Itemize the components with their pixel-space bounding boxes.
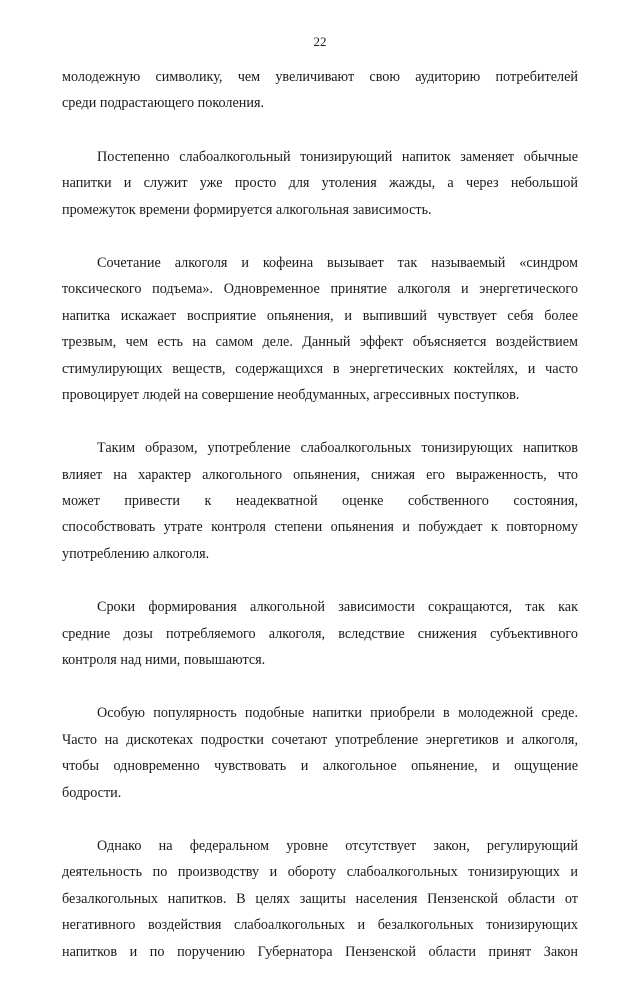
text-line: среди подрастающего поколения.	[62, 95, 265, 112]
paragraph	[62, 700, 578, 806]
text-line: Сочетание алкоголя и кофеина вызывает так называемый «синдром	[97, 254, 578, 271]
text-line: способствовать утрате контроля степени опьянения и побуждает к повторному	[62, 519, 578, 536]
paragraph	[62, 64, 578, 117]
paragraph	[62, 833, 578, 965]
text-line: Постепенно слабоалкогольный тонизирующий напиток заменяет обычные	[97, 148, 578, 165]
text-line: Таким образом, употребление слабоалкогольных тонизирующих напитков	[97, 440, 578, 457]
text-line: токсического подъема». Одновременное принятие алкоголя и энергетического	[62, 281, 578, 298]
text-line: напитки и служит уже просто для утоления жажды, а через небольшой	[62, 175, 578, 192]
text-line: Часто на дискотеках подростки сочетают употребление энергетиков и алкоголя,	[62, 731, 578, 748]
text-line: влияет на характер алкогольного опьянения, снижая его выраженность, что	[62, 466, 578, 483]
text-line: промежуток времени формируется алкогольная зависимость.	[62, 201, 432, 218]
body-text	[62, 64, 578, 992]
text-line: напитка искажает восприятие опьянения, и выпивший чувствует себя более	[62, 307, 578, 324]
text-line: стимулирующих веществ, содержащихся в энергетических коктейлях, и часто	[62, 360, 578, 377]
text-line: употреблению алкоголя.	[62, 545, 210, 562]
text-line: бодрости.	[62, 784, 122, 801]
text-line: чтобы одновременно чувствовать и алкогольное опьянение, и ощущение	[62, 758, 578, 775]
text-line: негативного воздействия слабоалкогольных и безалкогольных тонизирующих	[62, 917, 578, 934]
paragraph	[62, 250, 578, 408]
paragraph	[62, 144, 578, 223]
text-line: провоцирует людей на совершение необдуманных, агрессивных поступков.	[62, 386, 520, 403]
text-line: Сроки формирования алкогольной зависимости сокращаются, так как	[97, 599, 578, 616]
text-line: безалкогольных напитков. В целях защиты населения Пензенской области от	[62, 890, 578, 907]
paragraph	[62, 594, 578, 673]
text-line: контроля над ними, повышаются.	[62, 652, 266, 669]
text-line: Особую популярность подобные напитки приобрели в молодежной среде.	[97, 705, 578, 722]
text-line: деятельность по производству и обороту слабоалкогольных тонизирующих и	[62, 864, 578, 881]
paragraph	[62, 435, 578, 567]
page-number: 22	[313, 34, 327, 49]
text-line: молодежную символику, чем увеличивают свою аудиторию потребителей	[62, 69, 578, 85]
text-line: средние дозы потребляемого алкоголя, вследствие снижения субъективного	[62, 625, 578, 642]
text-line: трезвым, чем есть на самом деле. Данный эффект объясняется воздействием	[62, 334, 578, 351]
text-line: Однако на федеральном уровне отсутствует закон, регулирующий	[97, 837, 578, 854]
text-line: может привести к неадекватной оценке собственного состояния,	[62, 493, 578, 510]
text-line: напитков и по поручению Губернатора Пензенской области принят Закон	[62, 943, 578, 960]
